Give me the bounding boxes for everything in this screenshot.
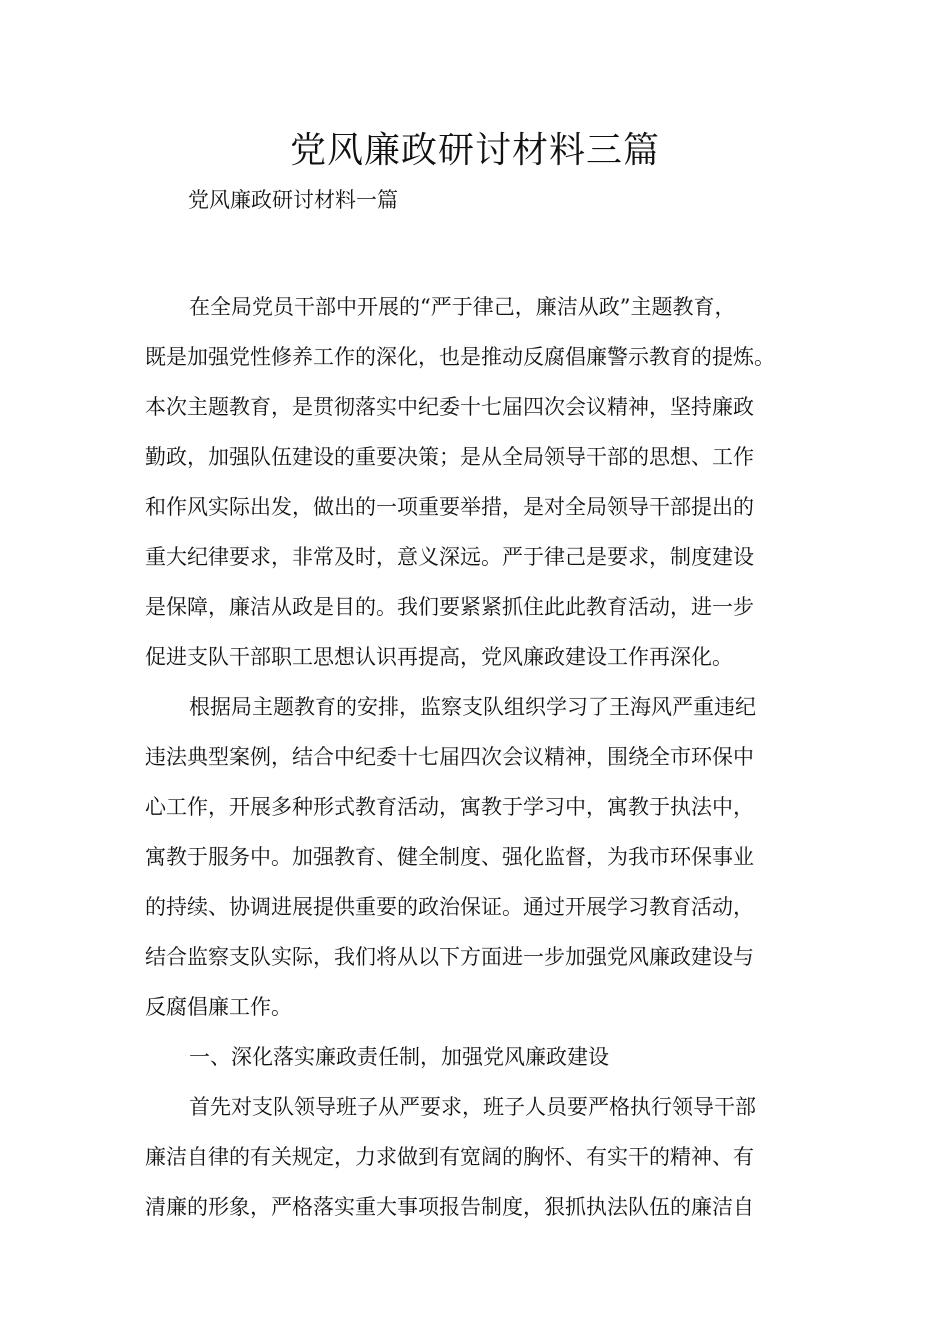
paragraph-line: 首先对支队领导班子从严要求，班子人员要严格执行领导干部 [189, 1095, 756, 1119]
paragraph-line: 在全局党员干部中开展的“严于律己，廉洁从政”主题教育， [189, 295, 736, 319]
document-title: 党风廉政研讨材料三篇 [289, 130, 660, 171]
paragraph-line: 廉洁自律的有关规定，力求做到有宽阔的胸怀、有实干的精神、有 [145, 1145, 754, 1169]
paragraph-4 [145, 1082, 817, 1232]
section-heading-text: 一、深化落实廉政责任制，加强党风廉政建设 [189, 1045, 609, 1069]
paragraph-2 [145, 682, 817, 1032]
paragraph-line: 心工作，开展多种形式教育活动，寓教于学习中，寓教于执法中， [145, 795, 754, 819]
paragraph-line: 根据局主题教育的安排，监察支队组织学习了王海风严重违纪 [189, 695, 756, 719]
paragraph-line: 和作风实际出发，做出的一项重要举措，是对全局领导干部提出的 [145, 495, 754, 519]
paragraph-line: 清廉的形象，严格落实重大事项报告制度，狠抓执法队伍的廉洁自 [145, 1195, 754, 1219]
paragraph-line: 本次主题教育，是贯彻落实中纪委十七届四次会议精神，坚持廉政 [145, 395, 754, 419]
paragraph-line: 勤政，加强队伍建设的重要决策；是从全局领导干部的思想、工作 [145, 445, 754, 469]
paragraph-line: 违法典型案例，结合中纪委十七届四次会议精神，围绕全市环保中 [145, 745, 754, 769]
paragraph-line: 重大纪律要求，非常及时，意义深远。严于律己是要求，制度建设 [145, 545, 754, 569]
document-subtitle: 党风廉政研讨材料一篇 [188, 188, 398, 212]
paragraph-line: 是保障，廉洁从政是目的。我们要紧紧抓住此此教育活动，进一步 [145, 595, 754, 619]
section-heading [145, 1032, 817, 1082]
paragraph-line: 结合监察支队实际，我们将从以下方面进一步加强党风廉政建设与 [145, 945, 754, 969]
paragraph-line: 促进支队干部职工思想认识再提高，党风廉政建设工作再深化。 [145, 645, 733, 669]
paragraph-1 [145, 282, 817, 682]
document-body [145, 282, 817, 1232]
paragraph-line: 寓教于服务中。加强教育、健全制度、强化监督，为我市环保事业 [145, 845, 754, 869]
paragraph-line: 反腐倡廉工作。 [145, 995, 292, 1019]
paragraph-line: 的持续、协调进展提供重要的政治保证。通过开展学习教育活动， [145, 895, 754, 919]
paragraph-line: 既是加强党性修养工作的深化，也是推动反腐倡廉警示教育的提炼。 [145, 345, 775, 369]
